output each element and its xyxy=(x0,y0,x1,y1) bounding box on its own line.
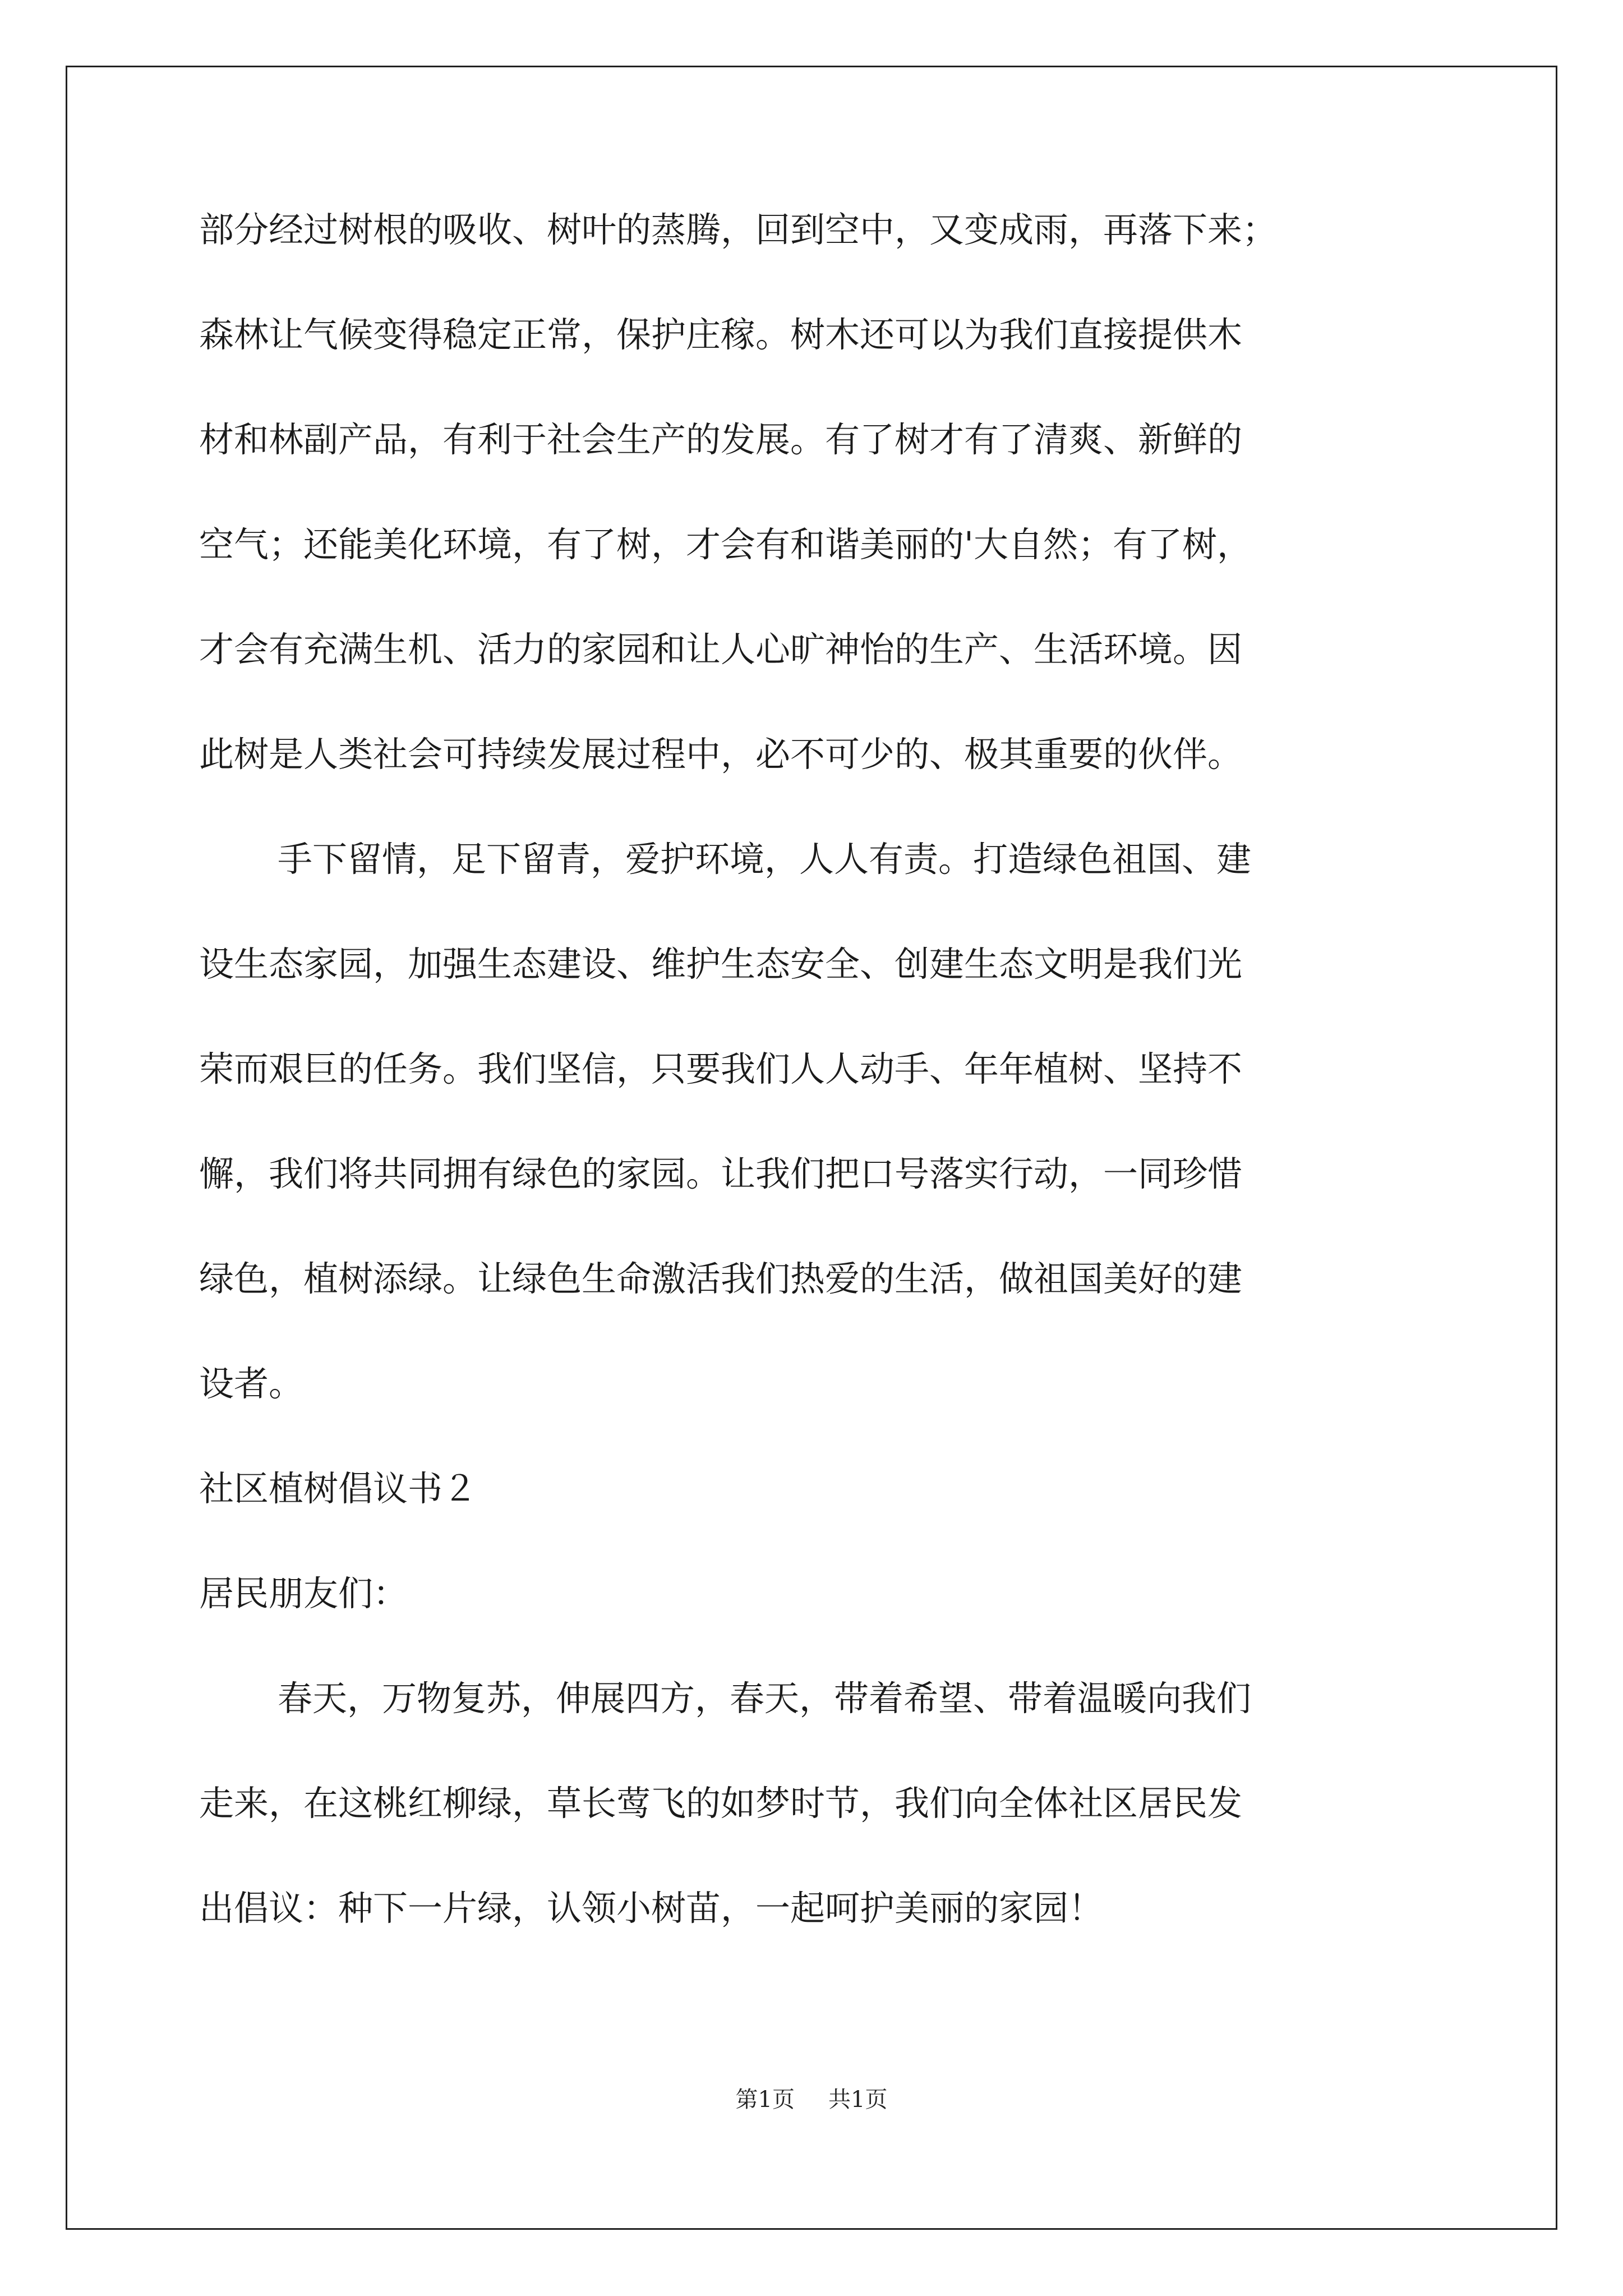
text-line: 森林让气候变得稳定正常，保护庄稼。树木还可以为我们直接提供木 xyxy=(199,314,1243,355)
page-number: 第1页 xyxy=(735,2087,795,2113)
text-line: 绿色，植树添绿。让绿色生命激活我们热爱的生活，做祖国美好的建 xyxy=(199,1258,1243,1299)
text-line: 部分经过树根的吸收、树叶的蒸腾，回到空中，又变成雨，再落下来； xyxy=(199,209,1278,250)
paragraph-first-line: 春天，万物复苏，伸展四方，春天，带着希望、带着温暖向我们 xyxy=(278,1678,1252,1719)
salutation: 居民朋友们： xyxy=(199,1573,408,1614)
text-line: 设者。 xyxy=(199,1363,304,1404)
text-line: 走来，在这桃红柳绿，草长莺飞的如梦时节，我们向全体社区居民发 xyxy=(199,1783,1243,1824)
text-line: 出倡议：种下一片绿，认领小树苗，一起呵护美丽的家园！ xyxy=(199,1888,1104,1929)
text-line: 设生态家园，加强生态建设、维护生态安全、创建生态文明是我们光 xyxy=(199,944,1243,984)
paragraph-first-line: 手下留情，足下留青，爱护环境，人人有责。打造绿色祖国、建 xyxy=(278,839,1252,880)
section-title: 社区植树倡议书２ xyxy=(199,1468,478,1509)
page-footer xyxy=(0,2086,1623,2114)
text-line: 此树是人类社会可持续发展过程中，必不可少的、极其重要的伙伴。 xyxy=(199,734,1243,775)
text-line: 才会有充满生机、活力的家园和让人心旷神怡的生产、生活环境。因 xyxy=(199,629,1243,670)
text-line: 空气；还能美化环境，有了树，才会有和谐美丽的'大自然；有了树， xyxy=(199,524,1252,565)
text-line: 荣而艰巨的任务。我们坚信，只要我们人人动手、年年植树、坚持不 xyxy=(199,1048,1243,1089)
page-total: 共1页 xyxy=(828,2087,888,2113)
text-line: 材和林副产品，有利于社会生产的发展。有了树才有了清爽、新鲜的 xyxy=(199,419,1243,460)
text-line: 懈，我们将共同拥有绿色的家园。让我们把口号落实行动，一同珍惜 xyxy=(199,1153,1243,1194)
